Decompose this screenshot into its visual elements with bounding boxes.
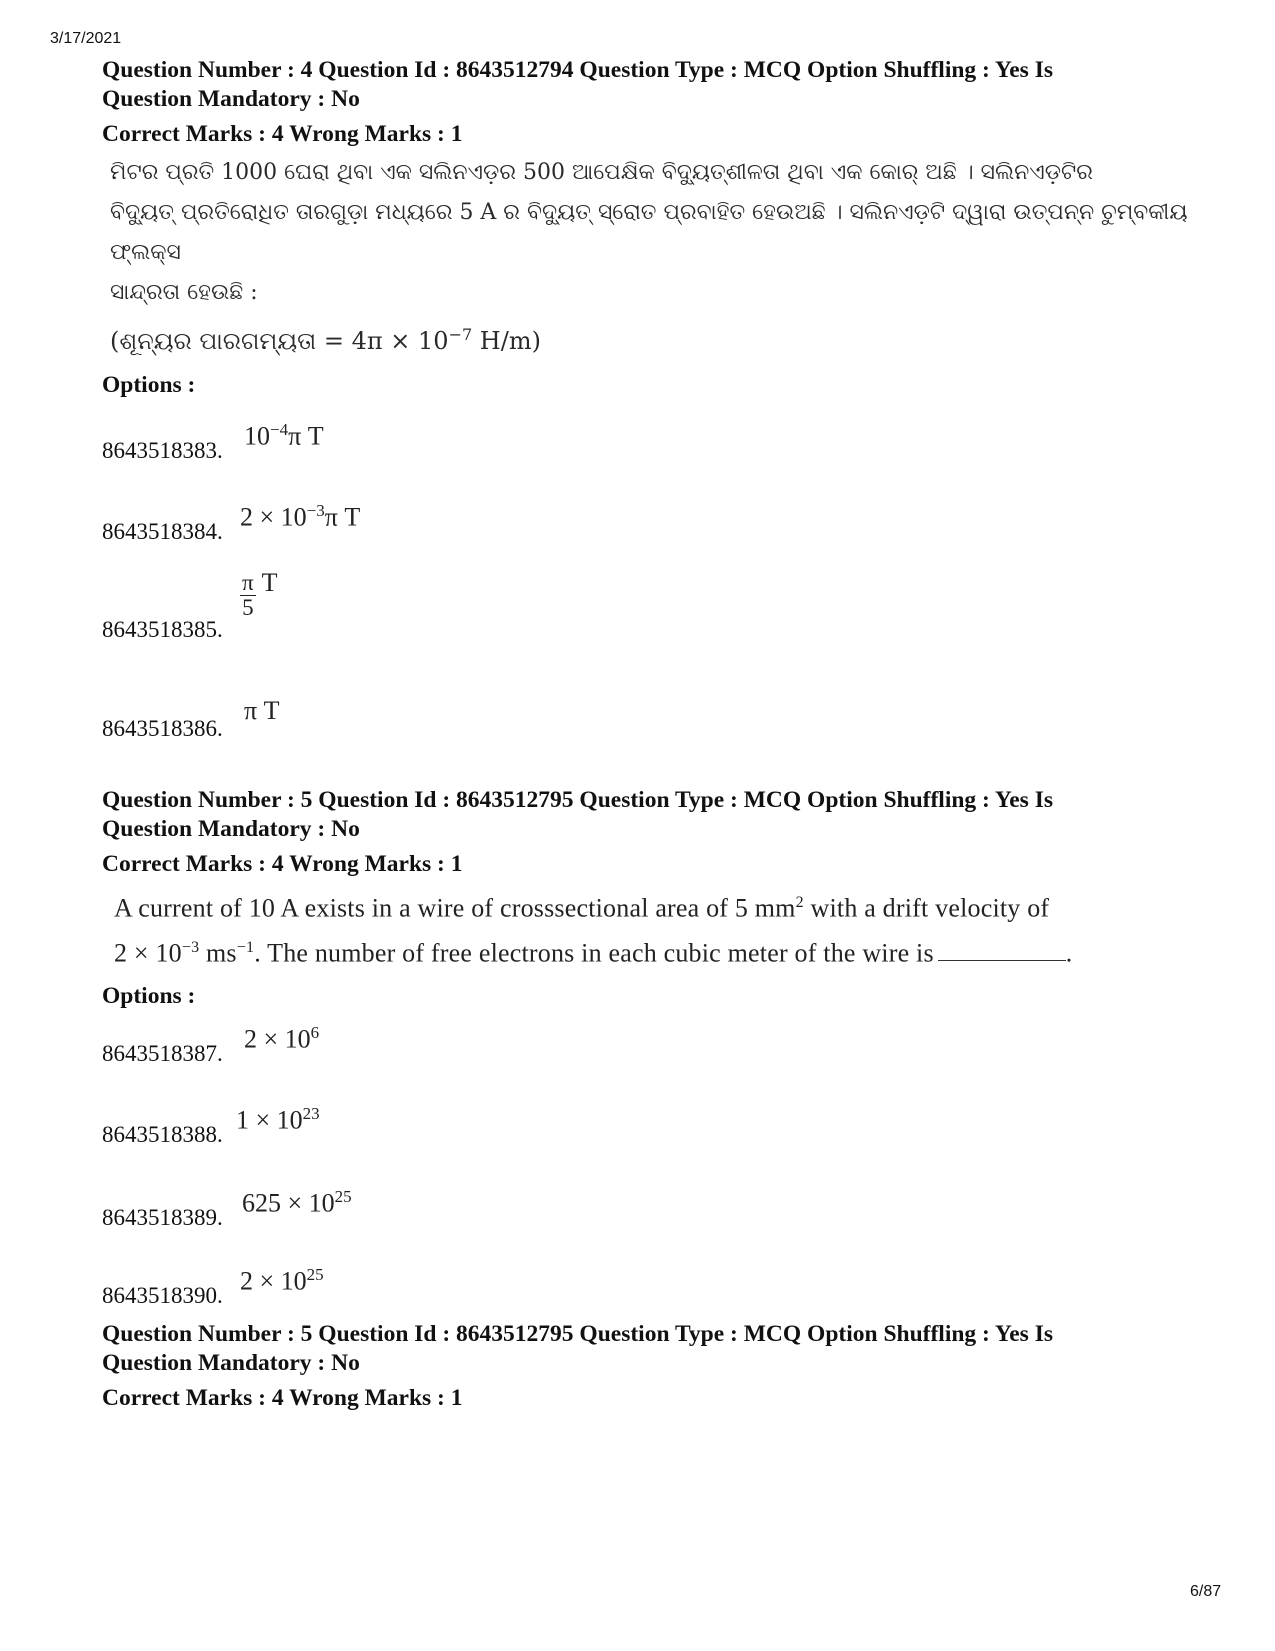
option-exponent: 25 bbox=[334, 1187, 352, 1207]
option-exponent: 25 bbox=[306, 1265, 324, 1285]
print-date: 3/17/2021 bbox=[50, 30, 122, 47]
stem-text: with a drift velocity of bbox=[803, 893, 1050, 923]
stem-line bbox=[114, 883, 1222, 928]
question-stem bbox=[110, 153, 1222, 361]
option-base: 2 × 10 bbox=[240, 502, 307, 532]
stem-text: A current of 10 A exists in a wire of crosssectional area of 5 mm bbox=[114, 893, 796, 923]
options-label: Options : bbox=[102, 372, 196, 398]
option-item[interactable] bbox=[102, 716, 242, 742]
question-header-line1: Question Number : 5 Question Id : 8643512795 Question Type : MCQ Option Shuffling : Yes Is bbox=[102, 1321, 1053, 1347]
option-exponent: −3 bbox=[306, 501, 325, 520]
stem-text: . bbox=[1065, 938, 1073, 968]
option-base: 625 × 10 bbox=[242, 1188, 335, 1218]
stem-note-prefix: (ଶୂନ୍ୟର ପାରଗମ୍ୟତା = 4π × 10 bbox=[110, 327, 449, 355]
option-item[interactable] bbox=[102, 617, 242, 643]
option-value bbox=[240, 568, 278, 620]
stem-line: ବିଦ୍ୟୁତ୍ ପ୍ରତିରୋଧିତ ତାରଗୁଡ଼ା ମଧ୍ୟରେ 5 A ର ବିଦ୍ୟୁତ୍ ସ୍ରୋତ ପ୍ରବାହିତ ହେଉଅଛି । ସଲିନଏଡ଼ଟି ଦ୍ୱାରା ଉତ୍ପନ୍ନ ଚୁମ୍ବକୀୟ ଫ୍ଲକ୍ସ bbox=[110, 200, 1188, 265]
question-marks: Correct Marks : 4 Wrong Marks : 1 bbox=[102, 1385, 463, 1411]
option-base: 10 bbox=[244, 421, 270, 451]
question-marks: Correct Marks : 4 Wrong Marks : 1 bbox=[102, 851, 463, 877]
option-id: 8643518389. bbox=[102, 1205, 223, 1231]
question-block bbox=[102, 1320, 1222, 1413]
stem-note-exponent: −7 bbox=[448, 325, 473, 344]
stem-line: ମିଟର ପ୍ରତି 1000 ଘେରା ଥିବା ଏକ ସଲିନଏଡ଼ର 500 ଆପେକ୍ଷିକ ବିଦ୍ୟୁତ୍‌ଶୀଳତା ଥିବା ଏକ କୋର୍ ଅଛି । ସଲିନଏଡ଼ଟିର bbox=[110, 160, 1093, 185]
option-tail: T bbox=[255, 568, 278, 597]
stem-line bbox=[114, 928, 1222, 973]
option-exponent: 6 bbox=[310, 1023, 320, 1043]
option-item[interactable] bbox=[102, 1041, 242, 1067]
fraction-numerator: π bbox=[242, 569, 254, 595]
stem-superscript: 2 bbox=[795, 894, 804, 911]
question-marks: Correct Marks : 4 Wrong Marks : 1 bbox=[102, 121, 463, 147]
question-header-line1: Question Number : 4 Question Id : 8643512794 Question Type : MCQ Option Shuffling : Yes Is bbox=[102, 57, 1053, 83]
options-label: Options : bbox=[102, 983, 196, 1010]
option-id: 8643518385. bbox=[102, 617, 223, 642]
question-header-line2: Question Mandatory : No bbox=[102, 1350, 360, 1376]
option-id: 8643518387. bbox=[102, 1041, 223, 1067]
stem-text: . The number of free electrons in each cubic meter of the wire is bbox=[254, 938, 934, 968]
option-value bbox=[240, 1265, 324, 1297]
option-value bbox=[244, 420, 324, 452]
question-block bbox=[102, 56, 1222, 760]
question-block bbox=[102, 786, 1222, 1341]
options-list bbox=[102, 400, 1222, 760]
option-value bbox=[244, 1023, 319, 1055]
option-text: π T bbox=[244, 696, 280, 725]
option-tail: π T bbox=[324, 502, 361, 532]
option-id: 8643518383. bbox=[102, 438, 223, 463]
page-number: 6/87 bbox=[1190, 1583, 1222, 1600]
stem-note bbox=[110, 315, 1222, 361]
option-item[interactable] bbox=[102, 1283, 242, 1309]
stem-text: ms bbox=[199, 938, 237, 968]
option-exponent: 23 bbox=[302, 1104, 320, 1124]
option-item[interactable] bbox=[102, 1205, 242, 1231]
option-value bbox=[242, 1187, 352, 1219]
option-base: 2 × 10 bbox=[240, 1266, 307, 1296]
stem-superscript: −1 bbox=[236, 938, 255, 956]
options-list bbox=[102, 1011, 1222, 1341]
option-exponent: −4 bbox=[270, 420, 289, 439]
question-stem bbox=[114, 883, 1222, 972]
option-value bbox=[240, 501, 360, 533]
option-value bbox=[236, 1104, 320, 1136]
stem-line: ସାନ୍ଦ୍ରତା ହେଉଛି : bbox=[110, 280, 258, 305]
stem-text: 2 × 10 bbox=[114, 938, 182, 968]
option-id: 8643518390. bbox=[102, 1283, 223, 1309]
fraction-denominator: 5 bbox=[242, 594, 254, 620]
option-id: 8643518384. bbox=[102, 519, 223, 544]
option-item[interactable] bbox=[102, 519, 242, 545]
question-header-line2: Question Mandatory : No bbox=[102, 816, 360, 842]
stem-note-suffix: H/m) bbox=[472, 327, 541, 355]
question-header-line1: Question Number : 5 Question Id : 8643512795 Question Type : MCQ Option Shuffling : Yes Is bbox=[102, 787, 1053, 813]
answer-blank bbox=[938, 960, 1066, 961]
option-item[interactable] bbox=[102, 438, 242, 464]
option-id: 8643518386. bbox=[102, 716, 223, 741]
option-fraction bbox=[240, 571, 256, 620]
question-header-line2: Question Mandatory : No bbox=[102, 86, 360, 112]
option-value bbox=[244, 696, 280, 726]
option-base: 2 × 10 bbox=[244, 1024, 311, 1054]
stem-superscript: −3 bbox=[181, 938, 200, 956]
option-id: 8643518388. bbox=[102, 1122, 223, 1148]
option-base: 1 × 10 bbox=[236, 1105, 303, 1135]
option-tail: π T bbox=[288, 421, 324, 451]
option-item[interactable] bbox=[102, 1122, 242, 1148]
